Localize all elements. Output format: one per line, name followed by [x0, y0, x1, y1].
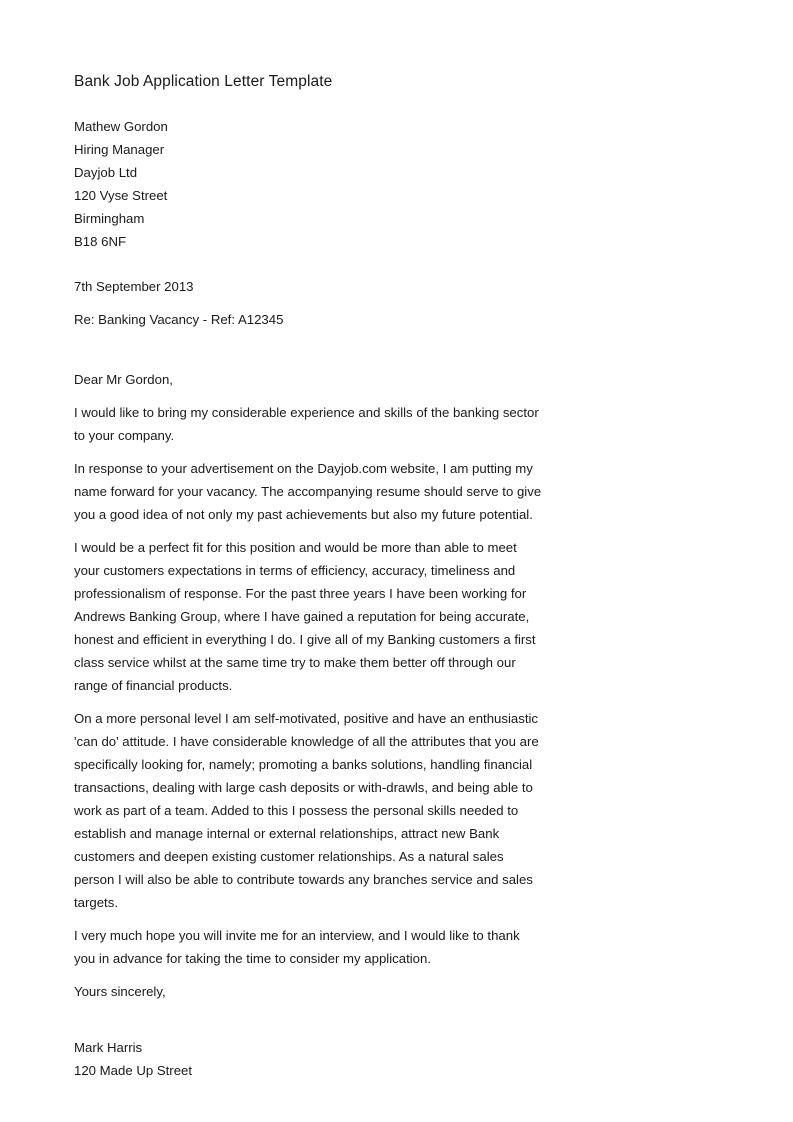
letter-reference: Re: Banking Vacancy - Ref: A12345 [74, 312, 284, 327]
letter-body [74, 70, 544, 1082]
page-title: Bank Job Application Letter Template [74, 73, 333, 90]
sender-address-block [74, 1036, 544, 1082]
recipient-address-block [74, 115, 544, 253]
recipient-street: 120 Vyse Street [74, 188, 168, 203]
letter-paragraph-2: In response to your advertisement on the Dayjob.com website, I am putting my name forward for your vacancy. The accompanying resume should serve to give you a good idea of not only my past achievements but also my future potential. [74, 461, 542, 522]
recipient-postcode: B18 6NF [74, 234, 127, 249]
letter-date: 7th September 2013 [74, 279, 194, 294]
letter-paragraph-5: I very much hope you will invite me for an interview, and I would like to thank you in advance for taking the time to consider my application. [74, 928, 520, 966]
letter-signoff: Yours sincerely, [74, 984, 166, 999]
recipient-name: Mathew Gordon [74, 119, 168, 134]
letter-paragraph-1: I would like to bring my considerable experience and skills of the banking sector to your company. [74, 405, 539, 443]
recipient-job-title: Hiring Manager [74, 142, 165, 157]
sender-name: Mark Harris [74, 1040, 143, 1055]
letter-paragraph-4: On a more personal level I am self-motivated, positive and have an enthusiastic 'can do' attitude. I have considerable knowledge of all the attributes that you are specifically looking for, namely; promoting a banks solutions, handling financial transactions, dealing with large cash deposits or with-drawls, and being able to work as part of a team. Added to this I possess the personal skills needed to establish and manage internal or external relationships, attract new Bank customers and deepen existing customer relationships. As a natural sales person I will also be able to contribute towards any branches service and sales targets. [74, 711, 539, 910]
sender-street: 120 Made Up Street [74, 1063, 193, 1078]
recipient-city: Birmingham [74, 211, 145, 226]
letter-paragraph-3: I would be a perfect fit for this position and would be more than able to meet your customers expectations in terms of efficiency, accuracy, timeliness and professionalism of response. For the past three years I have been working for Andrews Banking Group, where I have gained a reputation for being accurate, honest and efficient in everything I do. I give all of my Banking customers a first class service whilst at the same time try to make them better off through our range of financial products. [74, 540, 536, 693]
letter-salutation: Dear Mr Gordon, [74, 372, 173, 387]
recipient-company: Dayjob Ltd [74, 165, 138, 180]
